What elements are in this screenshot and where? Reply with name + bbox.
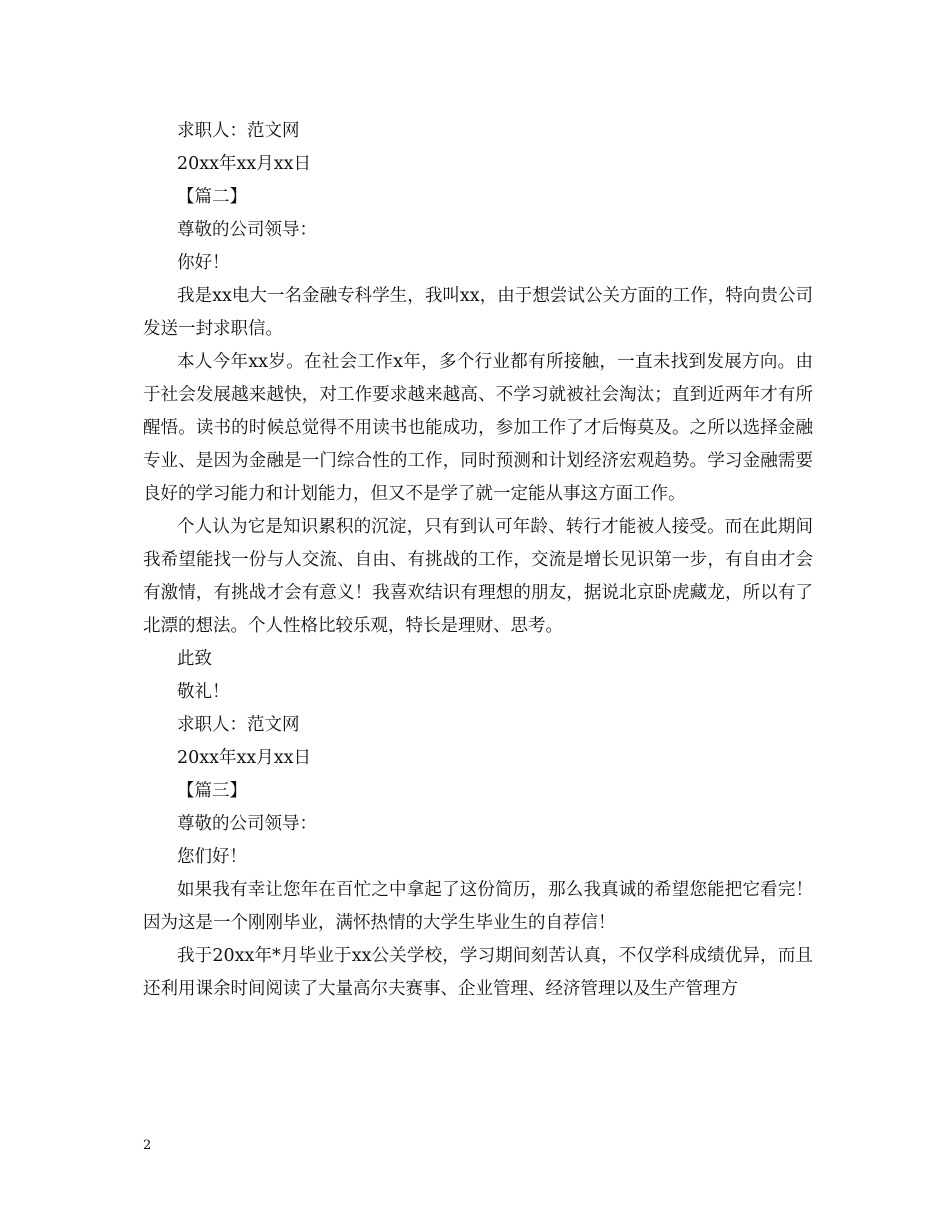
regards-line: 敬礼！ xyxy=(177,682,230,702)
closing-line: 此致 xyxy=(177,649,212,669)
section-heading-3: 【篇三】 xyxy=(177,781,247,801)
salutation: 尊敬的公司领导： xyxy=(177,220,317,240)
document-body xyxy=(143,115,813,1006)
paragraph-opening: 如果我有幸让您年在百忙之中拿起了这份简历，那么我真诚的希望您能把它看完！因为这是一个刚刚毕业，满怀热情的大学生毕业生的自荐信！ xyxy=(143,880,813,933)
greeting-2: 您们好！ xyxy=(177,847,247,867)
salutation-2: 尊敬的公司领导： xyxy=(177,814,317,834)
applicant-line: 求职人：范文网 xyxy=(177,121,300,141)
section-heading-2: 【篇二】 xyxy=(177,187,247,207)
applicant-line-2: 求职人：范文网 xyxy=(177,715,300,735)
paragraph-intro: 我是xx电大一名金融专科学生，我叫xx，由于想尝试公关方面的工作，特向贵公司发送一封求职信。 xyxy=(143,286,813,339)
paragraph-education: 我于20xx年*月毕业于xx公关学校，学习期间刻苦认真，不仅学科成绩优异，而且还利用课余时间阅读了大量高尔夫赛事、企业管理、经济管理以及生产管理方 xyxy=(143,946,813,999)
date-line-2: 20xx年xx月xx日 xyxy=(177,748,311,768)
paragraph-background: 本人今年xx岁。在社会工作x年，多个行业都有所接触，一直未找到发展方向。由于社会发展越来越快，对工作要求越来越高、不学习就被社会淘汰；直到近两年才有所醒悟。读书的时候总觉得不用读书也能成功，参加工作了才后悔莫及。之所以选择金融专业、是因为金融是一门综合性的工作，同时预测和计划经济宏观趋势。学习金融需要良好的学习能力和计划能力，但又不是学了就一定能从事这方面工作。 xyxy=(143,352,813,504)
paragraph-aspiration: 个人认为它是知识累积的沉淀，只有到认可年龄、转行才能被人接受。而在此期间我希望能找一份与人交流、自由、有挑战的工作，交流是增长见识第一步，有自由才会有激情，有挑战才会有意义！我喜欢结识有理想的朋友，据说北京卧虎藏龙，所以有了北漂的想法。个人性格比较乐观，特长是理财、思考。 xyxy=(143,517,813,636)
date-line: 20xx年xx月xx日 xyxy=(177,154,311,174)
greeting: 你好！ xyxy=(177,253,230,273)
page-number: 2 xyxy=(143,1138,152,1153)
